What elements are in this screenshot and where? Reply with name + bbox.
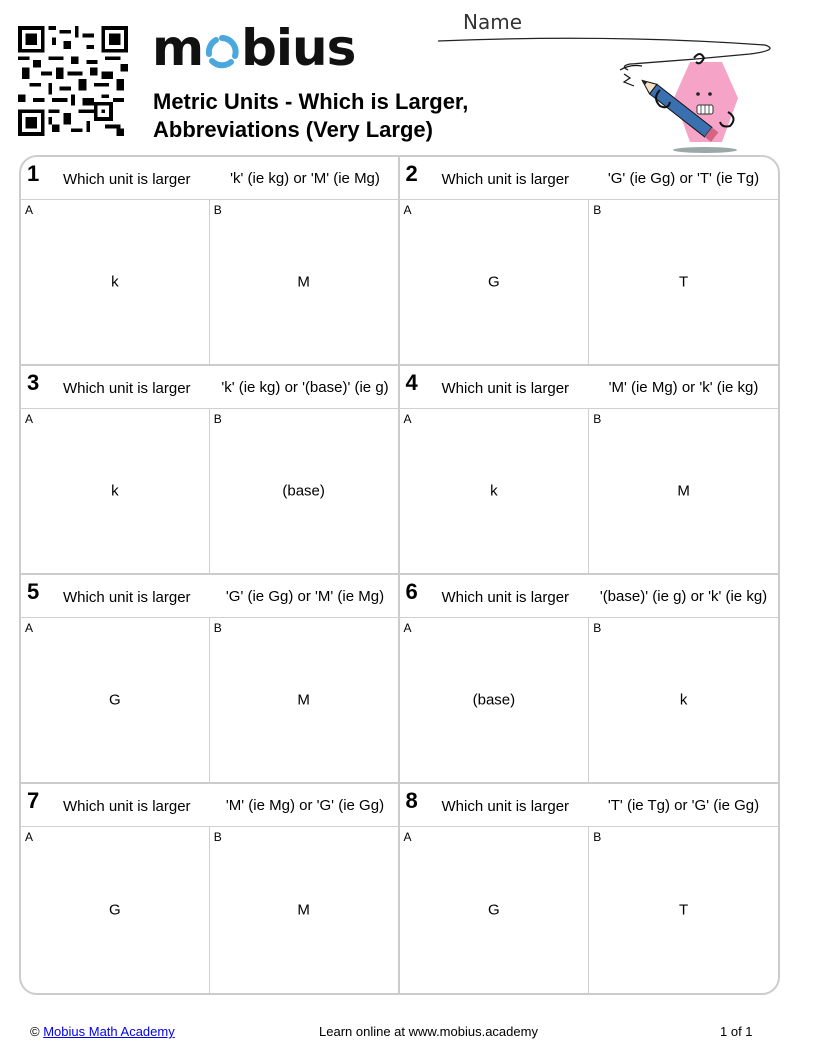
option-value: k [490,482,498,500]
option-letter: A [403,830,412,844]
page-indicator: 1 of 1 [720,1024,753,1039]
question-prompt: Which unit is larger [63,589,191,606]
question-units: 'G' (ie Gg) or 'M' (ie Mg) [225,587,385,605]
question-prompt: Which unit is larger [441,171,570,188]
question-8 [400,784,779,993]
question-units: 'M' (ie Mg) or 'k' (ie kg) [608,378,759,396]
option-letter: B [593,203,602,217]
option-b[interactable] [588,409,778,573]
learn-online-text: Learn online at www.mobius.academy [319,1024,538,1039]
logo-text-m: m [152,19,204,77]
question-header [400,366,779,409]
option-letter: A [25,412,34,426]
option-b[interactable] [588,827,778,993]
option-value: k [111,482,119,500]
option-letter: A [25,830,34,844]
name-label: Name [463,10,523,34]
option-b[interactable] [588,618,778,782]
option-value: T [679,273,689,291]
option-value: M [297,691,310,709]
option-value: k [679,691,688,709]
option-value: M [297,901,310,919]
option-a[interactable] [21,618,209,782]
option-value: G [109,901,121,919]
option-b[interactable] [588,200,778,364]
copyright-symbol: © [30,1024,40,1039]
option-a[interactable] [21,409,209,573]
mobius-logo [152,19,356,77]
option-a[interactable] [400,618,589,782]
question-units: 'T' (ie Tg) or 'G' (ie Gg) [607,796,760,814]
option-letter: B [213,830,222,844]
option-letter: A [403,412,412,426]
option-value: k [111,273,119,291]
question-prompt: Which unit is larger [63,798,191,815]
question-header [21,784,398,827]
question-number: 7 [27,788,40,813]
question-number: 5 [27,579,40,604]
option-value: (base) [282,482,325,500]
question-number: 4 [405,370,418,395]
question-grid [19,155,780,995]
option-value: G [109,691,121,709]
question-5 [21,575,400,784]
title-line-1: Metric Units - Which is Larger, [153,89,469,114]
question-prompt: Which unit is larger [63,171,191,188]
question-header [400,157,779,200]
option-a[interactable] [400,409,589,573]
logo-swirl-icon [204,34,240,70]
question-number: 2 [405,161,418,186]
question-header [21,157,398,200]
option-value: (base) [472,691,516,709]
question-prompt: Which unit is larger [441,589,570,606]
option-a[interactable] [400,200,589,364]
option-value: M [297,273,310,291]
option-value: G [488,901,500,919]
option-letter: A [25,203,34,217]
option-letter: B [593,830,602,844]
question-units: 'k' (ie kg) or 'M' (ie Mg) [230,169,380,187]
copyright [30,1024,175,1039]
question-prompt: Which unit is larger [441,798,570,815]
question-header [21,366,398,409]
option-value: M [677,482,690,500]
option-b[interactable] [209,827,398,993]
question-header [400,784,779,827]
question-7 [21,784,400,993]
logo-text-bius: bius [241,19,356,77]
option-value: T [679,901,689,919]
question-header [21,575,398,618]
title-line-2: Abbreviations (Very Large) [153,117,433,142]
option-b[interactable] [209,409,398,573]
question-2 [400,157,779,366]
question-6 [400,575,779,784]
question-1 [21,157,400,366]
option-letter: B [213,621,222,635]
question-prompt: Which unit is larger [441,380,570,397]
mascot-illustration-icon [610,50,750,158]
option-letter: B [593,412,602,426]
question-prompt: Which unit is larger [63,380,191,397]
worksheet-title [153,88,468,144]
option-a[interactable] [400,827,589,993]
qr-code-icon [17,26,129,136]
option-letter: B [593,621,602,635]
option-value: G [488,273,500,291]
question-number: 3 [27,370,40,395]
option-b[interactable] [209,618,398,782]
option-a[interactable] [21,827,209,993]
question-3 [21,366,400,575]
question-units: 'M' (ie Mg) or 'G' (ie Gg) [225,796,385,814]
question-number: 1 [27,161,40,186]
question-number: 6 [405,579,418,604]
option-letter: B [213,412,222,426]
mobius-academy-link[interactable]: Mobius Math Academy [43,1024,175,1039]
option-letter: A [25,621,34,635]
question-4 [400,366,779,575]
option-a[interactable] [21,200,209,364]
question-number: 8 [405,788,418,813]
option-letter: B [213,203,222,217]
question-units: 'k' (ie kg) or '(base)' (ie g) [221,378,389,396]
question-units: '(base)' (ie g) or 'k' (ie kg) [599,587,768,605]
option-letter: A [403,203,412,217]
question-units: 'G' (ie Gg) or 'T' (ie Tg) [607,169,760,187]
option-b[interactable] [209,200,398,364]
question-header [400,575,779,618]
option-letter: A [403,621,412,635]
